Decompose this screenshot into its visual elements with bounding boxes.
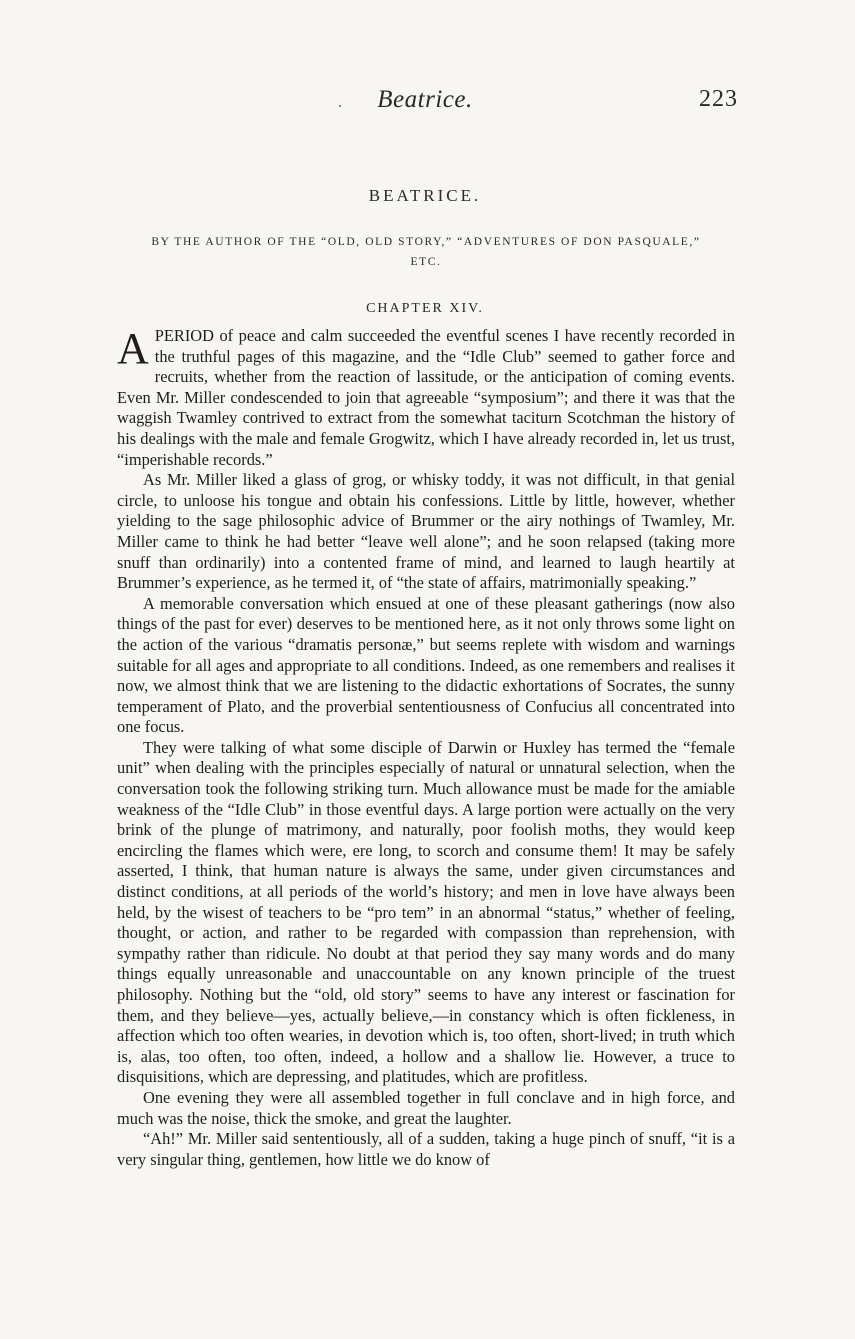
paragraph-3: A memorable conversation which ensued at one of these pleasant gatherings (now also things of the past for ever) deserves to be mentioned here, as it not only throws some light on the action of the various “dramatis personæ,” but seems replete with wisdom and warnings suitable for all ages and appropriate to all conditions. Indeed, as one remembers and realises it now, we almost think that we are listening to the didactic exhortations of Socrates, the sunny temperament of Plato, and the proverbial sententiousness of Confucius all concentrated into one focus. [117,593,735,737]
paragraph-5: One evening they were all assembled together in full conclave and in high force, and much was the noise, thick the smoke, and great the laughter. [117,1087,735,1128]
paragraph-2: As Mr. Miller liked a glass of grog, or whisky toddy, it was not difficult, in that genial circle, to unloose his tongue and obtain his confessions. Little by little, however, whether yielding to the sage philosophic advice of Brummer or the airy nothings of Twamley, Mr. Miller came to think he had better “leave well alone”; and he soon relapsed (taking more snuff than ordinarily) into a contented frame of mind, and learned to laugh heartily at Brummer’s experience, as he termed it, of “the state of affairs, matrimonially speaking.” [117,470,735,593]
chapter-heading: CHAPTER XIV. [366,301,484,316]
running-head [112,86,738,118]
header-dot: . [338,94,342,111]
body-text [117,326,735,1170]
paragraph-1-text: PERIOD of peace and calm succeeded the eventful scenes I have recently recorded in the truthful pages of this magazine, and the “Idle Club” seemed to gather force and recruits, whether from the reaction of lassitude, or the anticipation of coming events. Even Mr. Miller condescended to join that agreeable “symposium”; and there it was that the waggish Twamley contrived to extract from the somewhat taciturn Scotchman the history of his dealings with the male and female Grogwitz, which I have already recorded in, let us trust, “imperishable records.” [117,326,735,469]
page-number: 223 [699,86,738,112]
article-title: BEATRICE. [368,186,482,205]
running-title: Beatrice. [377,86,473,113]
paragraph-4: They were talking of what some disciple of Darwin or Huxley has termed the “female unit” when dealing with the principles especially of natural or unnatural selection, when the conversation took the following striking turn. Much allowance must be made for the amiable weakness of the “Idle Club” in those eventful days. A large portion were actually on the very brink of the plunge of matrimony, and naturally, poor foolish moths, they would keep encircling the flames which were, ere long, to scorch and consume them! It may be safely asserted, I think, that human nature is always the same, under given circumstances and distinct conditions, at all periods of the world’s history; and men in love have always been held, by the wisest of teachers to be “pro tem” in an abnormal “status,” whether of feeling, thought, or action, and rather to be regarded with compassion than reprehension, with sympathy rather than ridicule. No doubt at that period they say many words and do many things equally unreasonable and unaccountable on any known principle of the truest philosophy. Nothing but the “old, old story” seems to have any interest or fascination for them, and they believe—yes, actually believe,—in constancy which is often fickleness, in affection which too often wearies, in devotion which is, too often, short-lived; in truth which is, alas, too often, too often, indeed, a hollow and a shallow lie. However, a truce to disquisitions, which are depressing, and platitudes, which are profitless. [117,737,735,1087]
paragraph-6: “Ah!” Mr. Miller said sententiously, all of a sudden, taking a huge pinch of snuff, “it is a very singular thing, gentlemen, how little we do know of [117,1129,735,1169]
paragraph-1 [117,326,735,470]
byline: BY THE AUTHOR OF THE “OLD, OLD STORY,” “ADVENTURES OF DON PASQUALE,” ETC. [151,236,701,268]
drop-cap: A [117,324,149,373]
